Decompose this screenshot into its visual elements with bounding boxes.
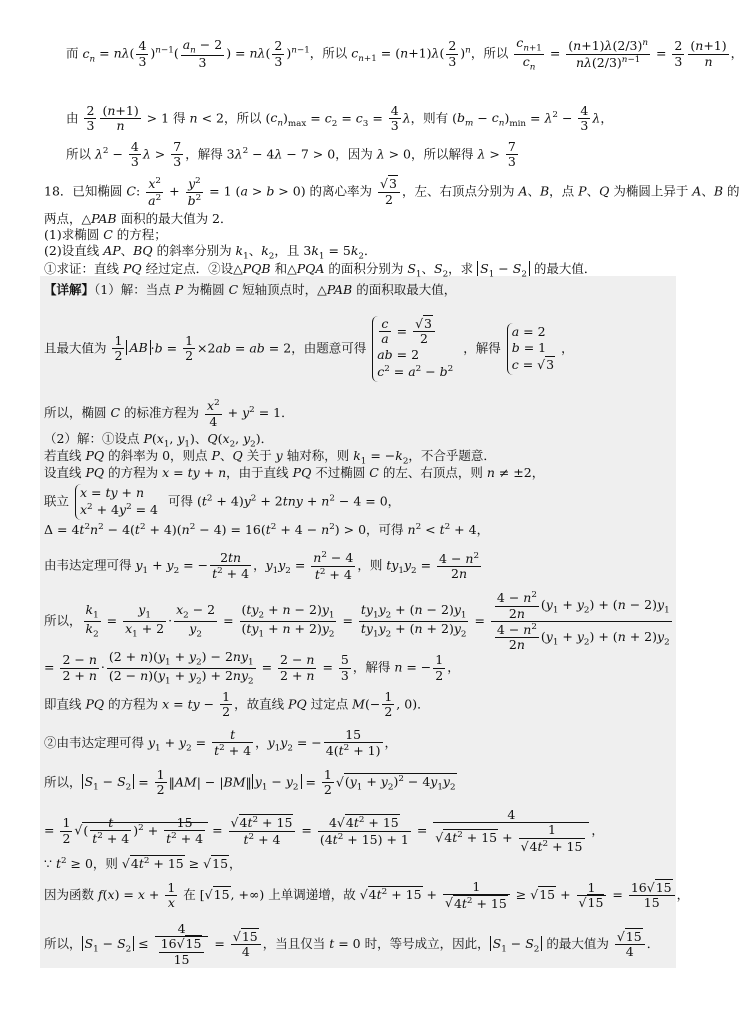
solution-fixed-point: 即直线 PQ 的方程为 x = ty − $\frac{1}{2}$ ，故直线 PQ 过定点 M(− $\frac{1}{2}$ , 0)． <box>44 689 430 720</box>
solution-n-value: = $\frac{2 - n}{2 + n}$ · $\frac{(2 + n)(y_1 + y_2) - 2ny_1}{(2 - n)(y_1 + y_2) + 2ny_2}$ = $\frac{2 - n}{2 + n}$ = $\frac{5}{3}$ ，解得 n = − $\frac{1}{2}$ ， <box>44 649 460 687</box>
question-18-subparts: ①求证：直线 PQ 经过定点．②设△PQB 和△PQA 的面积分别为 $S_1$、$S_2$，求 $S_1 - S_2$ 的最大值． <box>44 261 597 280</box>
solution-part2-setup: （2）解：①设点 $P(x_1$, $y_1$)、$Q(x_2$, $y_2$)． <box>44 431 274 450</box>
solution-slope-zero-case: 若直线 PQ 的斜率为 0，则点 P、Q 关于 y 轴对称，则 $k_1 = -k_2$，不合乎题意． <box>44 448 496 467</box>
solution-part1-intro: 【详解】（1）解：当点 P 为椭圆 C 短轴顶点时，△PAB 的面积取最大值， <box>44 282 457 297</box>
question-18-part1: (1)求椭圆 C 的方程； <box>44 227 167 242</box>
solution-simultaneous: 联立 x = ty + n $x^2 + 4y^2 = 4$ 可得 $(t^2 + 4)y^2 + 2tny + n^2 - 4 = 0$， <box>44 484 400 520</box>
solution-ellipse-equation: 所以，椭圆 C 的标准方程为 $\frac{x^2}{4}$ + $y^2 = 1$． <box>44 398 294 429</box>
line-cn-max: 由 $\frac{2}{3}$ $\frac{(n+1)}{n}$ > 1 得 n < 2，所以 $(c_n)_{max} = c_2 = c_3$ = $\frac{4}{3}$ λ，则有 $(b_m - c_n)_{min} = \lambda^2$ − $\frac{4}{3}$ λ， <box>66 103 613 134</box>
question-18-part2: (2)设直线 AP、BQ 的斜率分别为 $k_1$、$k_2$，且 $3k_1 = 5k_2$． <box>44 243 377 262</box>
solution-line-pq: 设直线 PQ 的方程为 x = ty + n，由于直线 PQ 不过椭圆 C 的左、右顶点，则 n ≠ ±2， <box>44 465 545 480</box>
solution-vieta-2: ②由韦达定理可得 $y_1 + y_2$ = $\frac{t}{t^2 + 4}$ ，$y_1y_2$ = − $\frac{15}{4(t^2 + 1)}$ ， <box>44 727 398 759</box>
question-18-stem-cont: 两点，△PAB 面积的最大值为 2． <box>44 211 233 226</box>
solution-area-simplified: = $\frac{1}{2}$ √( $\frac{t}{t^2 + 4}$ )$^2$ + $\frac{15}{t^2 + 4}$ = $\frac{√4t^2 + 15}{t^2 + 4}$ = $\frac{4√4t^2 + 15}{(4t^2 + 15) + 1}$ = 4 $√4t^2 + 15$ + $\frac{1}{√4t^2 + 15}$ ， <box>44 807 604 854</box>
line-cn-expression: 而 $c_n = n\lambda$( $\frac{4}{3}$ )$^{n-1}$( $\frac{a_n - 2}{3}$ ) = nλ( $\frac{2}{3}$ )$^{n-1}$，所以 $c_{n+1} = (n+1)\lambda$( $\frac{2}{3}$ )$^n$，所以 $\frac{c_{n+1}}{c_n}$ = $\frac{(n+1)\lambda(2/3)^n}{n\lambda(2/3)^{n-1}}$ = $\frac{2}{3}$ $\frac{(n+1)}{n}$ ， <box>66 35 743 73</box>
solution-discriminant: $\Delta = 4t^2n^2 - 4(t^2 + 4)(n^2 - 4) = 16(t^2 + 4 - n^2) > 0$，可得 $n^2 < t^2 + 4$， <box>44 522 490 538</box>
question-18-stem: 18．已知椭圆 C: $\frac{x^2}{a^2}$ + $\frac{y^2}{b^2}$ = 1 (a > b > 0) 的离心率为 $\frac{√3}{2}$ ，左、右顶点分别为 A、B，点 P、Q 为椭圆上异于 A、B 的 <box>44 176 740 208</box>
solution-vieta-1: 由韦达定理可得 $y_1 + y_2$ = − $\frac{2tn}{t^2 + 4}$ ，$y_1y_2$ = $\frac{n^2 - 4}{t^2 + 4}$ ，则 $ty_1y_2$ = $\frac{4 - n^2}{2n}$ <box>44 549 480 582</box>
solution-t-bound: ∵ $t^2 \ge 0$，则 $√4t^2 + 15 \ge √15$， <box>44 856 242 872</box>
solution-k-ratio: 所以， $\frac{k_1}{k_2}$ = $\frac{y_1}{x_1 + 2}$ · $\frac{x_2 - 2}{y_2}$ = $\frac{(ty_2 + n - 2)y_1}{(ty_1 + n + 2)y_2}$ = $\frac{ty_1y_2 + (n - 2)y_1}{ty_1y_2 + (n + 2)y_2}$ = $\frac{4 - n^2}{2n}$ $(y_1 + y_2) + (n - 2)y_1$ $\frac{4 - n^2}{2n}$ $(y_1 + y_2) + (n + 2)y_2$ <box>44 590 670 653</box>
line-lambda-result: 所以 $\lambda^2$ − $\frac{4}{3}$ λ > $\frac{7}{3}$ ，解得 $3\lambda^2 - 4\lambda - 7 > 0$，因为 λ > 0，所以解得 λ > $\frac{7}{3}$ <box>66 139 516 170</box>
solution-area-difference: 所以， $S_1 - S_2$ = $\frac{1}{2}$ ‖AM| − |BM‖ $y_1 - y_2$ = $\frac{1}{2}$ $√(y_1 + y_2)^2 - 4y_1y_2$ <box>44 767 456 798</box>
solution-system-ab: 且最大值为 $\frac{1}{2}$ AB ·b = $\frac{1}{2}$ ×2ab = ab = 2，由题意可得 $\frac{c}{a}$ = $\frac{√3}{2}$ ab = 2 $c^2 = a^2 - b^2$ ，解得 a = 2 b = 1 c = √3 ， <box>44 316 574 382</box>
solution-max-value: 所以， $S_1 - S_2$ ≤ $\frac{4}{\frac{16√15}{15}}$ = $\frac{√15}{4}$ ，当且仅当 t = 0 时，等号成立，因此， $S_1 - S_2$ 的最大值为 $\frac{√15}{4}$ ． <box>44 921 660 967</box>
solution-monotonic: 因为函数 f(x) = x + $\frac{1}{x}$ 在 [√15, +∞) 上单调递增，故 $√4t^2 + 15$ + $\frac{1}{√4t^2 + 15}$ ≥ √15 + $\frac{1}{√15}$ = $\frac{16√15}{15}$ ， <box>44 879 690 911</box>
